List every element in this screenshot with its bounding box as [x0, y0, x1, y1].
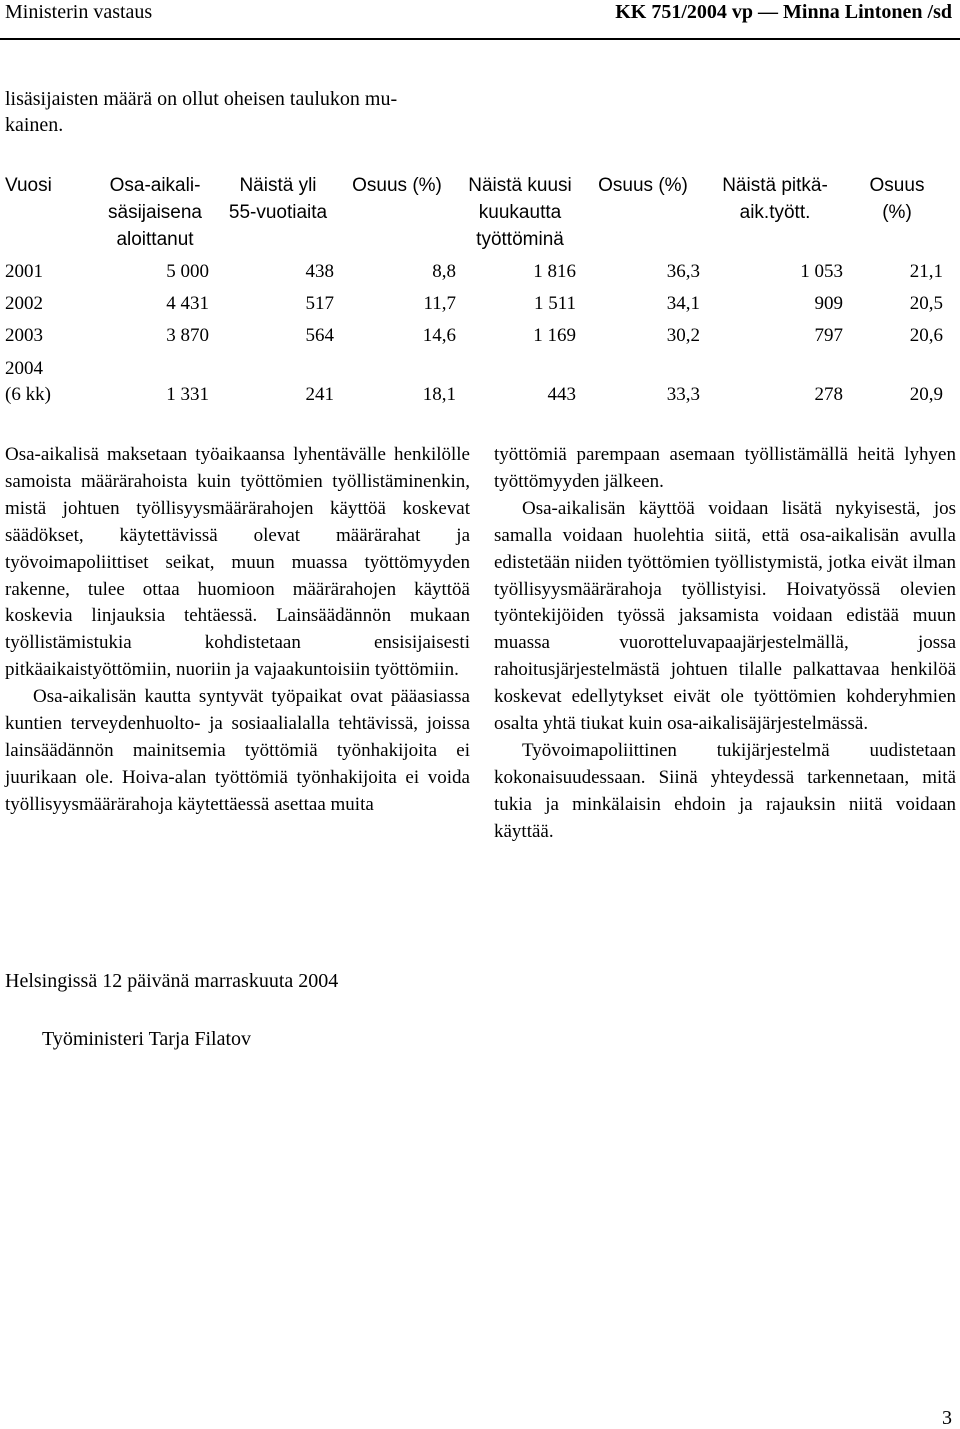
table-header-7-line-0: Osuus — [869, 175, 925, 196]
table-row-3-year: 2004 — [5, 358, 43, 379]
table-cell-1-3: 1 511 — [533, 293, 576, 314]
left-column — [5, 442, 470, 819]
table-row-0-year: 2001 — [5, 261, 43, 282]
table-cell-2-6: 20,6 — [909, 325, 943, 346]
intro-line-2: kainen. — [5, 114, 64, 136]
table-cell-3-0: 1 331 — [166, 384, 209, 405]
table-cell-3-4: 33,3 — [666, 384, 700, 405]
table-header-1-line-0: Osa-aikali- — [109, 175, 201, 196]
table-cell-2-0: 3 870 — [166, 325, 209, 346]
table-cell-2-3: 1 169 — [533, 325, 576, 346]
table-cell-0-6: 21,1 — [909, 261, 943, 282]
table-cell-3-5: 278 — [814, 384, 843, 405]
table-header-5-line-0: Osuus (%) — [598, 175, 688, 196]
table-cell-3-2: 18,1 — [422, 384, 456, 405]
table-cell-2-4: 30,2 — [666, 325, 700, 346]
left-paragraph-1: Osa-aikalisä maksetaan työaikaansa lyhentävälle henkilölle samoista määrärahoista kuin työttömien työllistäminenkin, mistä johtuen työllisyysmäärärahojen käyttöä koskevat säädökset, käytettävissä olevat määrärahat ja työvoimapoliittiset seikat, muun muassa työttömyyden rakenne, tulee ottaa huomioon määrärahojen käyttöä koskevia linjauksia tehtäessä. Lainsäädännön mukaan työllistämistukia kohdistetaan ensisijaisesti pitkäaikaistyöttömiin, nuoriin ja vajaakuntoisiin työttömiin. — [5, 444, 470, 681]
table-row-3-year-sub: (6 kk) — [5, 384, 51, 405]
table-header-2-line-1: 55-vuotiaita — [228, 202, 328, 223]
table-header-4-line-0: Näistä kuusi — [468, 175, 572, 196]
table-cell-0-4: 36,3 — [666, 261, 700, 282]
signature-place-date: Helsingissä 12 päivänä marraskuuta 2004 — [5, 970, 339, 992]
table-header-0-line-0: Vuosi — [5, 175, 52, 196]
table-cell-1-0: 4 431 — [166, 293, 209, 314]
intro-line-1: lisäsijaisten määrä on ollut oheisen taulukon mu- — [5, 88, 398, 110]
header-right: KK 751/2004 vp — Minna Lintonen /sd — [615, 1, 952, 23]
table-header-2-line-0: Näistä yli — [239, 175, 317, 196]
table-header-6-line-0: Näistä pitkä- — [722, 175, 828, 196]
table-cell-2-1: 564 — [305, 325, 334, 346]
signature-signer: Työministeri Tarja Filatov — [42, 1028, 252, 1050]
table-cell-1-5: 909 — [814, 293, 843, 314]
right-paragraph-1: työttömiä parempaan asemaan työllistämällä heitä lyhyen työttömyyden jälkeen. — [494, 444, 956, 492]
statistics-table — [0, 0, 960, 420]
table-cell-0-5: 1 053 — [800, 261, 843, 282]
table-cell-2-2: 14,6 — [422, 325, 456, 346]
table-cell-0-2: 8,8 — [432, 261, 456, 282]
table-header-1-line-1: säsijaisena — [108, 202, 202, 223]
table-header-3-line-0: Osuus (%) — [352, 175, 442, 196]
table-header-4-line-1: kuukautta — [478, 202, 562, 223]
right-column — [494, 442, 956, 846]
right-paragraph-2: Osa-aikalisän käyttöä voidaan lisätä nykyisestä, jos samalla voidaan huolehtia siitä, että osa-aikalisän avulla edistetään niiden työttömien työllistymistä, jotka eivät ilman työllisyysmäärärahoja työllistyisi. Hoivatyössä olevien työntekijöiden työssä jaksamista voidaan edistää muun muassa vuorotteluvapaajärjestelmällä, jossa rahoitusjärjestelmästä johtuen tilalle palkattavaa henkilöä koskevat edellytykset eivät ole työttömien kohderyhmien osalta yhtä tiukat kuin osa-aikalisäjärjestelmässä. — [494, 497, 956, 735]
right-paragraph-3: Työvoimapoliittinen tukijärjestelmä uudistetaan kokonaisuudessaan. Siinä yhteydessä tarkennetaan, mitä tukia ja minkälaisin ehdoin ja rajauksin niitä voidaan käyttää. — [494, 739, 956, 842]
table-row-2-year: 2003 — [5, 325, 43, 346]
table-header-7-line-1: (%) — [882, 202, 912, 223]
table-cell-1-2: 11,7 — [423, 293, 456, 314]
table-cell-0-0: 5 000 — [166, 261, 209, 282]
table-header-4-line-2: työttöminä — [476, 229, 564, 250]
table-cell-3-6: 20,9 — [909, 384, 943, 405]
table-cell-3-3: 443 — [547, 384, 576, 405]
table-cell-2-5: 797 — [814, 325, 843, 346]
table-header-1-line-2: aloittanut — [116, 229, 194, 250]
table-cell-1-6: 20,5 — [909, 293, 943, 314]
table-header-6-line-1: aik.tyött. — [739, 202, 811, 223]
table-cell-0-3: 1 816 — [533, 261, 576, 282]
table-cell-3-1: 241 — [305, 384, 334, 405]
table-row-1-year: 2002 — [5, 293, 43, 314]
table-cell-1-4: 34,1 — [666, 293, 700, 314]
page-number: 3 — [942, 1407, 952, 1429]
table-cell-1-1: 517 — [305, 293, 334, 314]
left-paragraph-2: Osa-aikalisän kautta syntyvät työpaikat ovat pääasiassa kuntien terveydenhuolto- ja sosiaalialalla tehtävissä, joissa lainsäädännön mainitsemia työttömiä työnhakijoita ei juurikaan ole. Hoiva-alan työttömiä työnhakijoita ei voida työllisyysmäärärahoja käytettäessä asettaa muita — [5, 686, 470, 815]
table-cell-0-1: 438 — [305, 261, 334, 282]
header-left: Ministerin vastaus — [5, 1, 153, 23]
